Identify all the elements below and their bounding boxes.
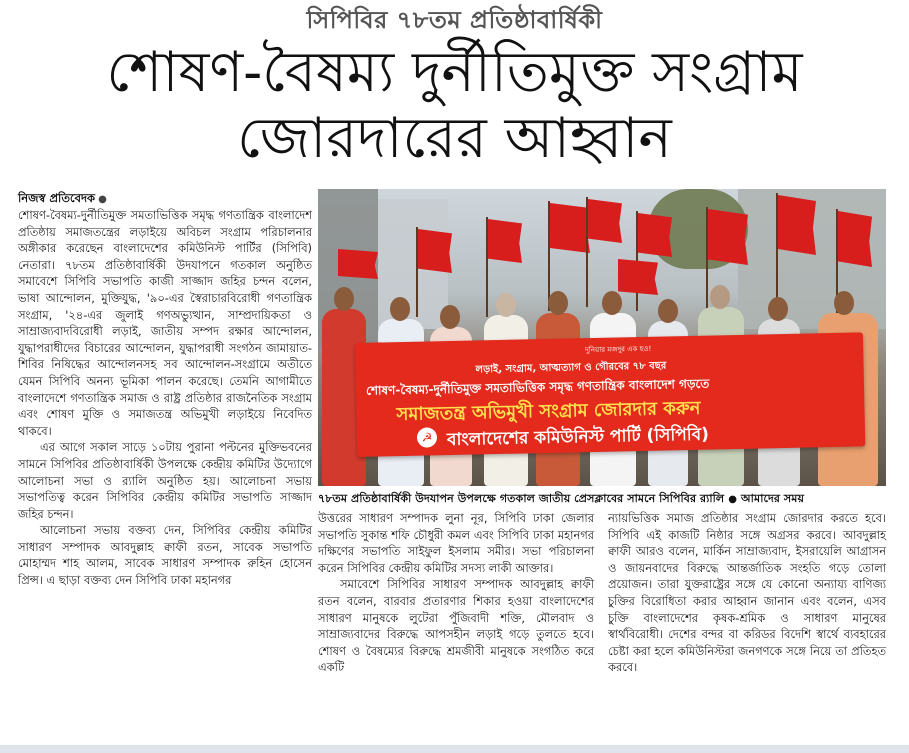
red-flag — [708, 209, 748, 265]
marcher-head — [496, 293, 516, 317]
marcher-head — [548, 291, 568, 315]
byline — [18, 190, 318, 208]
banner-line-4: বাংলাদেশের কমিউনিস্ট পার্টি (সিপিবি) — [446, 424, 710, 451]
article-kicker: সিপিবির ৭৮তম প্রতিষ্ঠাবার্ষিকী — [306, 6, 603, 34]
banner-line-3: সমাজতন্ত্র অভিমুখী সংগ্রাম জোরদার করুন — [396, 397, 701, 426]
bullet-icon: ● — [728, 494, 737, 505]
red-flag — [838, 211, 872, 267]
banner-line-2: শোষণ-বৈষম্য-দুর্নীতিমুক্ত সমতাভিত্তিক সমৃদ্ধ গণতান্ত্রিক বাংলাদেশ গড়তে — [365, 376, 710, 398]
marcher-head — [834, 291, 854, 315]
headline-line-1: শোষণ-বৈষম্য দুর্নীতিমুক্ত সংগ্রাম — [106, 40, 803, 105]
byline-text: নিজস্ব প্রতিবেদক — [18, 191, 96, 205]
red-flag — [338, 249, 378, 279]
red-flag — [588, 199, 622, 243]
banner-line-1: লড়াই, সংগ্রাম, আত্মত্যাগ ও গৌরবের ৭৮ বছর — [475, 360, 667, 376]
flag-pole — [586, 197, 588, 307]
photo-caption — [318, 490, 886, 508]
flag-pole — [706, 207, 708, 317]
headline-line-2: জোরদারের আহ্বান — [237, 106, 672, 171]
flag-pole — [486, 217, 488, 317]
red-flag — [638, 213, 672, 257]
marcher-head — [710, 285, 730, 309]
marcher-head — [602, 291, 622, 315]
paragraph: আলোচনা সভায় বক্তব্য দেন, সিপিবির কেন্দ্রীয় কমিটির সাধারণ সম্পাদক আবদুল্লাহ ক্বাফী রতন, সাবেক সভাপতি মোহাম্মদ শাহ আলম, সাবেক সাধারণ সম্পাদক রুহিন হোসেন প্রিন্স। এ ছাড়া বক্তব্য দেন সিপিবি ঢাকা মহানগর — [18, 523, 312, 588]
marcher-head — [440, 305, 460, 329]
red-flag — [418, 229, 452, 273]
flag-pole — [416, 227, 418, 317]
page-bottom-strip — [0, 745, 909, 753]
red-flag — [488, 219, 522, 263]
red-flag — [550, 203, 590, 253]
bullet-icon: ● — [98, 194, 107, 205]
article-headline — [0, 40, 909, 172]
red-flag — [778, 195, 816, 255]
red-flag — [618, 259, 658, 295]
banner-slogan-small: দুনিয়ার মজদুর এক হও! — [585, 344, 652, 355]
marcher-head — [390, 297, 410, 321]
hammer-sickle-icon: ☭ — [417, 427, 437, 447]
paragraph: এর আগে সকাল সাড়ে ১০টায় পুরানা পল্টনের মুক্তিভবনের সামনে সিপিবির প্রতিষ্ঠাবার্ষিকী উপলক্ষে কেন্দ্রীয় কমিটির উদ্যোগে আলোচনা সভা ও র‍্যালি অনুষ্ঠিত হয়। আলোচনা সভায় সভাপতিত্ব করেন সিপিবির কেন্দ্রীয় কমিটির সভাপতি সাজ্জাদ জহির চন্দন। — [18, 440, 312, 521]
article-column-2 — [318, 510, 594, 676]
marcher-head — [334, 287, 354, 311]
paragraph: সমাবেশে সিপিবির সাধারণ সম্পাদক আবদুল্লাহ ক্বাফী রতন বলেন, বারবার প্রতারণার শিকার হওয়া বাংলাদেশের সাধারণ মানুষকে লুটেরা পুঁজিবাদী শক্তি, মৌলবাদ ও সাম্রাজ্যবাদের বিরুদ্ধে আপসহীন লড়াই গড়ে তুলতে হবে। শোষণ ও বৈষম্যের বিরুদ্ধে শ্রমজীবী মানুষকে সংগঠিত করে একটি — [318, 577, 594, 675]
article-column-1 — [18, 207, 312, 589]
paragraph: ন্যায়ভিত্তিক সমাজ প্রতিষ্ঠার সংগ্রাম জোরদার করতে হবে। সিপিবি এই কাজটি নিষ্ঠার সঙ্গে অগ্রসর করবে। আবদুল্লাহ ক্বাফী আরও বলেন, মার্কিন সাম্রাজ্যবাদ, ইসরায়েলি আগ্রাসন ও জায়নবাদের বিরুদ্ধে আন্তর্জাতিক সংহতি গড়ে তোলা প্রয়োজন। তারা যুক্তরাষ্ট্রের সঙ্গে যে কোনো অন্যায্য বাণিজ্য চুক্তির বিরোধিতা করার আহ্বান জানান এবং বলেন, এসব চুক্তি বাংলাদেশের কৃষক-শ্রমিক ও সাধারণ মানুষের স্বার্থবিরোধী। দেশের বন্দর বা করিডর বিদেশি স্বার্থে ব্যবহারের চেষ্টা করা হলে কমিউনিস্টরা জনগণকে সঙ্গে নিয়ে তা প্রতিহত করবে। — [608, 511, 886, 675]
caption-text: ৭৮তম প্রতিষ্ঠাবার্ষিকী উদযাপন উপলক্ষে গতকাল জাতীয় প্রেসক্লাবের সামনে সিপিবির র‍্যালি — [318, 492, 725, 505]
marcher-head — [768, 297, 788, 321]
photo-credit: আমাদের সময় — [740, 492, 805, 505]
paragraph: উত্তরের সাধারণ সম্পাদক লুনা নূর, সিপিবি ঢাকা জেলার সভাপতি সুকান্ত শফি চৌধুরী কমল এবং সিপিবি ঢাকা মহানগর দক্ষিণের সভাপতি সাইফুল ইসলাম সমীর। সভা পরিচালনা করেন সিপিবির কেন্দ্রীয় কমিটির সদস্য লাকী আক্তার। — [318, 511, 594, 575]
paragraph: শোষণ-বৈষম্য-দুর্নীতিমুক্ত সমতাভিত্তিক সমৃদ্ধ গণতান্ত্রিক বাংলাদেশ প্রতিষ্ঠায় সমাজতন্ত্রের লড়াইয়ে অবিচল সংগ্রাম পরিচালনার অঙ্গীকার করেছেন বাংলাদেশের কমিউনিস্ট পার্টির (সিপিবি) নেতারা। ৭৮তম প্রতিষ্ঠাবার্ষিকী উদযাপনে গতকাল অনুষ্ঠিত সমাবেশে সিপিবি সভাপতি কাজী সাজ্জাদ জহির চন্দন বলেন, ভাষা আন্দোলন, মুক্তিযুদ্ধ, '৯০-এর স্বৈরাচারবিরোধী গণতান্ত্রিক সংগ্রাম, '২৪-এর জুলাই গণঅভ্যুত্থান, সাম্প্রদায়িকতা ও সাম্রাজ্যবাদবিরোধী লড়াই, জাতীয় সম্পদ রক্ষার আন্দোলন, যুদ্ধাপরাধীদের বিচারের আন্দোলন, যুদ্ধাপরাধী সংগঠন জামায়াত-শিবির নিষিদ্ধের আন্দোলনসহ সব আন্দোলন-সংগ্রামে অতীতে যেমন সিপিবি অনন্য ভূমিকা পালন করেছে। তেমনি আগামীতে বাংলাদেশে গণতান্ত্রিক সমাজ ও রাষ্ট্র প্রতিষ্ঠার রাজনৈতিক সংগ্রাম এবং শোষণ মুক্তি ও সমাজতন্ত্র অভিমুখী লড়াইয়ে নিবেদিত থাকবে। — [18, 208, 312, 438]
rally-banner — [355, 332, 865, 457]
marcher-head — [658, 299, 678, 323]
article-column-3 — [608, 510, 886, 676]
